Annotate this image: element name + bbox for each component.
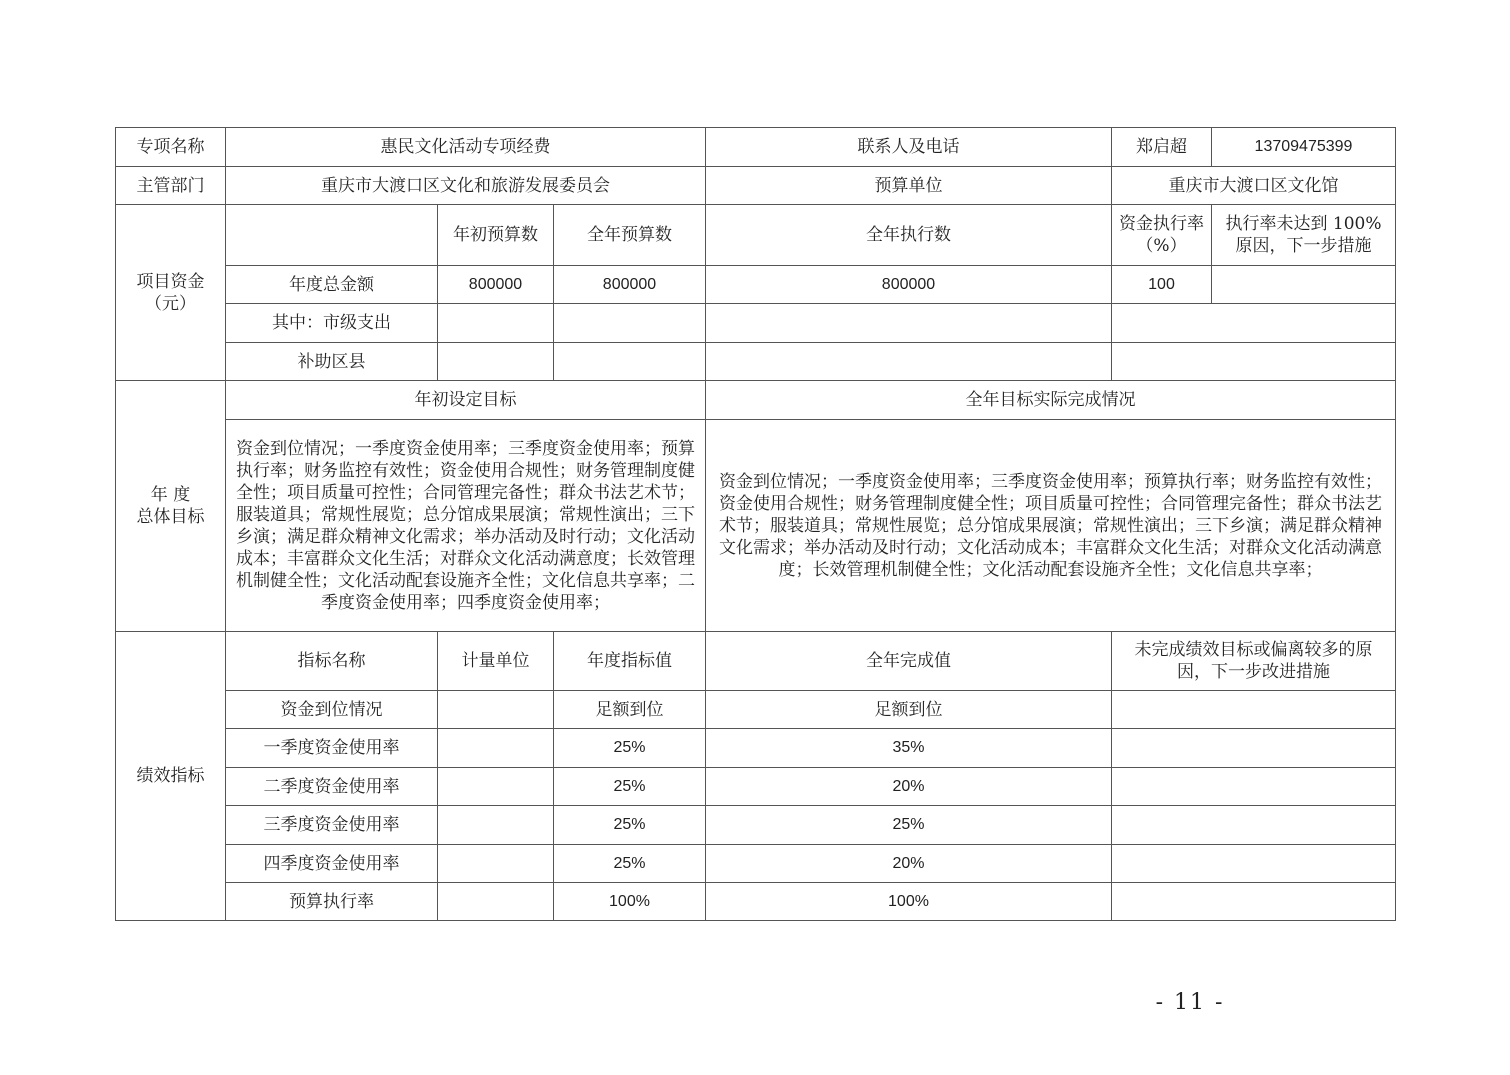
indicator-target: 100%: [554, 883, 706, 921]
funds-row-district: [116, 343, 1396, 381]
goals-set-text: 资金到位情况；一季度资金使用率；三季度资金使用率；预算执行率；财务监控有效性；资金使用合规性；财务管理制度健全性；项目质量可控性；合同管理完备性；群众书法艺术节；服装道具；常规性展览；总分馆成果展演；常规性演出；三下乡演；满足群众精神文化需求；举办活动及时行动；文化活动成本；丰富群众文化生活；对群众文化活动满意度；长效管理机制健全性；文化活动配套设施齐全性；文化信息共享率；二季度资金使用率；四季度资金使用率；: [226, 420, 706, 632]
performance-table: [115, 127, 1396, 921]
indicator-reason: [1112, 768, 1396, 806]
funds-rate-value: [1112, 304, 1396, 343]
unit-name: 重庆市大渡口区文化馆: [1112, 167, 1396, 205]
indicator-unit: [438, 845, 554, 883]
indicator-target: 25%: [554, 806, 706, 845]
indicator-reason: [1112, 845, 1396, 883]
goals-actual-text: 资金到位情况；一季度资金使用率；三季度资金使用率；预算执行率；财务监控有效性；资金使用合规性；财务管理制度健全性；项目质量可控性；合同管理完备性；群众书法艺术节；服装道具；常规性展览；总分馆成果展演；常规性演出；三下乡演；满足群众精神文化需求；举办活动及时行动；文化活动成本；丰富群众文化生活；对群众文化活动满意度；长效管理机制健全性；文化活动配套设施齐全性；文化信息共享率；: [706, 420, 1396, 632]
indicators-col-name: 指标名称: [226, 632, 438, 691]
indicator-name: 三季度资金使用率: [226, 806, 438, 845]
indicator-target: 25%: [554, 768, 706, 806]
indicator-name: 四季度资金使用率: [226, 845, 438, 883]
project-name: 惠民文化活动专项经费: [226, 128, 706, 167]
indicator-row: [116, 729, 1396, 768]
funds-col-initial: 年初预算数: [438, 205, 554, 266]
indicators-section-label: 绩效指标: [116, 632, 226, 921]
indicator-target: 25%: [554, 845, 706, 883]
header-row-project: [116, 128, 1396, 167]
indicator-reason: [1112, 806, 1396, 845]
funds-initial-value: [438, 304, 554, 343]
indicator-row: [116, 883, 1396, 921]
indicator-name: 预算执行率: [226, 883, 438, 921]
indicator-reason: [1112, 729, 1396, 768]
indicator-unit: [438, 883, 554, 921]
funds-section-label: 项目资金（元）: [116, 205, 226, 381]
funds-row-label: 其中：市级支出: [226, 304, 438, 343]
indicator-unit: [438, 806, 554, 845]
funds-row-total: [116, 266, 1396, 304]
goals-col-set: 年初设定目标: [226, 381, 706, 420]
unit-label: 预算单位: [706, 167, 1112, 205]
indicator-actual: 足额到位: [706, 691, 1112, 729]
indicator-reason: [1112, 691, 1396, 729]
goals-section-label: [116, 381, 226, 632]
funds-col-annual: 全年预算数: [554, 205, 706, 266]
dept-label: 主管部门: [116, 167, 226, 205]
goals-header-row: [116, 381, 1396, 420]
funds-header-row: [116, 205, 1396, 266]
indicators-col-reason: 未完成绩效目标或偏离较多的原因，下一步改进措施: [1112, 632, 1396, 691]
indicator-actual: 35%: [706, 729, 1112, 768]
header-row-dept: [116, 167, 1396, 205]
indicator-reason: [1112, 883, 1396, 921]
indicator-target: 25%: [554, 729, 706, 768]
funds-row-label: 年度总金额: [226, 266, 438, 304]
funds-initial-value: [438, 343, 554, 381]
funds-reason-value: [1212, 266, 1396, 304]
indicators-col-actual: 全年完成值: [706, 632, 1112, 691]
funds-row-label: 补助区县: [226, 343, 438, 381]
indicator-row: [116, 768, 1396, 806]
funds-initial-value: 800000: [438, 266, 554, 304]
indicator-actual: 20%: [706, 845, 1112, 883]
project-label: 专项名称: [116, 128, 226, 167]
indicator-name: 一季度资金使用率: [226, 729, 438, 768]
funds-annual-value: [554, 304, 706, 343]
indicator-row: [116, 806, 1396, 845]
funds-rate-value: 100: [1112, 266, 1212, 304]
funds-row-city: [116, 304, 1396, 343]
goals-col-actual: 全年目标实际完成情况: [706, 381, 1396, 420]
indicator-actual: 100%: [706, 883, 1112, 921]
goals-section-label-line1: 年 度: [150, 485, 191, 505]
contact-phone: 13709475399: [1212, 128, 1396, 167]
indicators-header-row: [116, 632, 1396, 691]
dept-name: 重庆市大渡口区文化和旅游发展委员会: [226, 167, 706, 205]
contact-label: 联系人及电话: [706, 128, 1112, 167]
indicator-unit: [438, 691, 554, 729]
goals-content-row: [116, 420, 1396, 632]
funds-annual-value: [554, 343, 706, 381]
funds-blank-header: [226, 205, 438, 266]
indicators-col-target: 年度指标值: [554, 632, 706, 691]
page-number: - 11 -: [1155, 990, 1225, 1015]
indicator-unit: [438, 729, 554, 768]
indicators-col-unit: 计量单位: [438, 632, 554, 691]
funds-executed-value: [706, 343, 1112, 381]
indicator-unit: [438, 768, 554, 806]
funds-rate-value: [1112, 343, 1396, 381]
indicator-actual: 20%: [706, 768, 1112, 806]
indicator-row: [116, 691, 1396, 729]
indicator-actual: 25%: [706, 806, 1112, 845]
goals-section-label-line2: 总体目标: [136, 507, 205, 527]
contact-name: 郑启超: [1112, 128, 1212, 167]
indicator-target: 足额到位: [554, 691, 706, 729]
funds-annual-value: 800000: [554, 266, 706, 304]
funds-executed-value: [706, 304, 1112, 343]
indicator-name: 资金到位情况: [226, 691, 438, 729]
indicator-name: 二季度资金使用率: [226, 768, 438, 806]
funds-col-rate: 资金执行率（%）: [1112, 205, 1212, 266]
funds-col-executed: 全年执行数: [706, 205, 1112, 266]
funds-executed-value: 800000: [706, 266, 1112, 304]
indicator-row: [116, 845, 1396, 883]
funds-col-reason: 执行率未达到 100%原因，下一步措施: [1212, 205, 1396, 266]
